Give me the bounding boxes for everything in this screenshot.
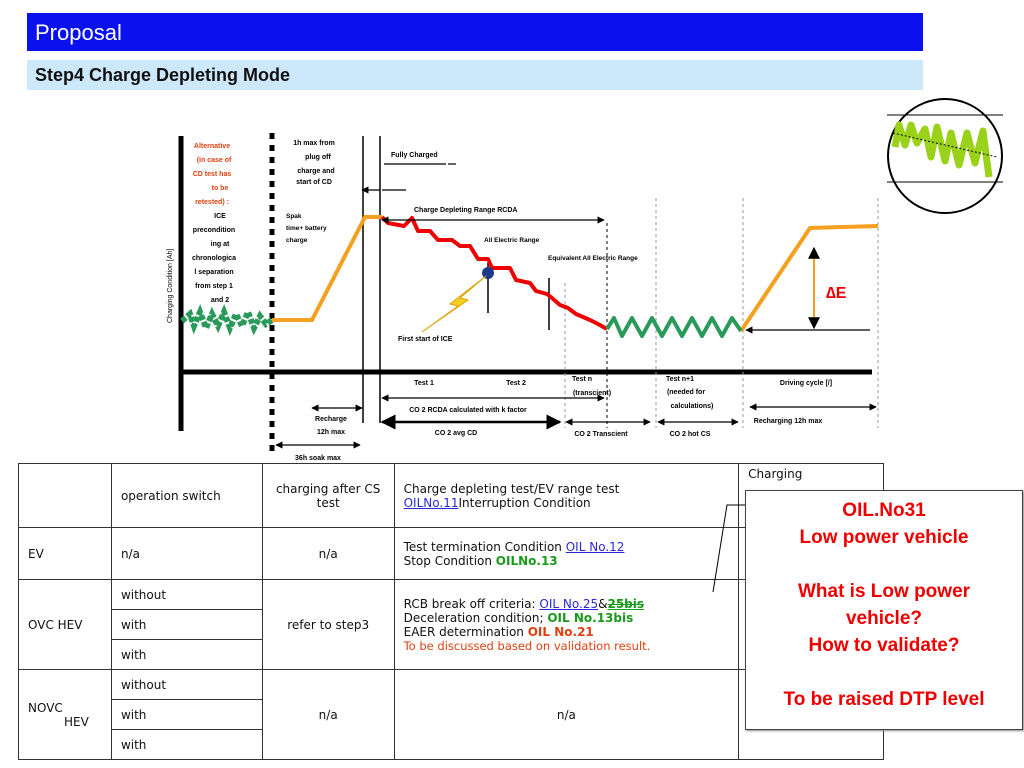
- callout-line: OIL.No31: [842, 500, 926, 521]
- novc-label-line: NOVC: [28, 700, 63, 715]
- first-ice-label: First start of ICE: [398, 336, 453, 343]
- row-label-ovc: OVC HEV: [19, 580, 112, 670]
- driving-cycle-label: Driving cycle [/]: [779, 380, 833, 387]
- novc-switch: with: [111, 700, 262, 730]
- delta-e-label: ∆E: [826, 285, 847, 302]
- callout-line: [746, 551, 1022, 578]
- test2-label: Test 2: [506, 380, 526, 387]
- oil-no13-label: OILNo.13: [495, 553, 558, 568]
- recharge-label: 12h max: [316, 429, 346, 436]
- plugoff-note-line: plug off: [305, 154, 331, 161]
- header-cell-empty: [19, 464, 112, 528]
- oil-no12-link[interactable]: OIL No.12: [565, 539, 625, 554]
- test-n1-label: Test n+1: [665, 376, 695, 383]
- recharge-label: Recharge: [315, 416, 347, 423]
- callout-line: How to validate?: [808, 635, 960, 656]
- callout-line: To be raised DTP level: [783, 689, 985, 710]
- ovc-amp: &: [598, 596, 608, 611]
- recharging-label: Recharging 12h max: [753, 418, 823, 425]
- rcda-label: Charge Depleting Range RCDA: [414, 207, 518, 214]
- y-axis-label: Charging Condition [Ah]: [167, 248, 174, 323]
- oil-no13bis-label: OIL No.13bis: [547, 610, 634, 625]
- oil-no11-link[interactable]: OILNo.11: [403, 495, 459, 510]
- header-cd-test-line: Charge depleting test/EV range test: [403, 481, 620, 496]
- oil-25bis-struck: 25bis: [607, 596, 645, 611]
- ev-switch: n/a: [111, 528, 262, 580]
- ev-conditions: [394, 528, 739, 580]
- spark-note-line: charge: [286, 237, 308, 244]
- ice-note-line: from step 1: [195, 283, 233, 290]
- ice-note-line: chronologica: [192, 255, 236, 262]
- ovc-conditions: [394, 580, 739, 670]
- rcda-k-label: CO 2 RCDA calculated with k factor: [409, 407, 527, 414]
- alt-note-line: to be: [211, 185, 229, 192]
- ice-note-line: and 2: [210, 297, 230, 304]
- alt-note-line: CD test has: [192, 171, 232, 178]
- aer-label: All Electric Range: [484, 237, 540, 244]
- header-operation-switch: operation switch: [111, 464, 262, 528]
- ovc-switch: with: [111, 610, 262, 640]
- plugoff-note-line: 1h max from: [293, 140, 335, 147]
- ovc-switch: without: [111, 580, 262, 610]
- title-bar: [27, 13, 923, 51]
- ev-stop-text: Stop Condition: [403, 553, 496, 568]
- ice-note-line: ICE: [214, 213, 226, 220]
- charge-depleting-diagram: [150, 128, 890, 466]
- plugoff-note-line: charge and: [297, 168, 335, 175]
- novc-label-line: HEV: [64, 714, 89, 729]
- co2-transcient-label: CO 2 Transcient: [574, 431, 628, 438]
- novc-switch: with: [111, 730, 262, 760]
- ice-note-line: l separation: [194, 269, 234, 276]
- ice-note-line: ing at: [210, 241, 230, 248]
- page-title: Proposal: [35, 20, 122, 45]
- header-cd-test-rest: Interruption Condition: [458, 495, 591, 510]
- alt-note-line: Alternative: [193, 143, 231, 150]
- spark-note-line: time+ battery: [286, 225, 327, 232]
- novc-charging: n/a: [262, 670, 394, 760]
- test-n1-label: (needed for: [666, 389, 706, 396]
- subtitle-bar: [27, 60, 923, 90]
- novc-conditions: n/a: [394, 670, 739, 760]
- plugoff-note-line: start of CD: [296, 179, 332, 186]
- test-n-label: (transcient): [572, 390, 612, 397]
- header-charging-after: charging after CS test: [262, 464, 394, 528]
- page-subtitle: Step4 Charge Depleting Mode: [35, 65, 291, 85]
- ovc-switch: with: [111, 640, 262, 670]
- callout-line: Low power vehicle: [799, 527, 969, 548]
- test-n-label: Test n: [571, 376, 593, 383]
- ice-note-line: precondition: [192, 227, 236, 234]
- eaer-label: Equivalent All Electric Range: [548, 255, 638, 262]
- oil-no25-link[interactable]: OIL No.25: [539, 596, 599, 611]
- fully-charged-label: Fully Charged: [391, 152, 438, 159]
- zigzag-cycle-icon: [873, 97, 1017, 215]
- ovc-validation-note: To be discussed based on validation result.: [403, 638, 651, 653]
- soak-label: 36h soak max: [295, 455, 341, 462]
- row-label-novc: [19, 670, 112, 760]
- header-charging: Charging: [739, 464, 884, 528]
- co2-hot-label: CO 2 hot CS: [669, 431, 711, 438]
- test-n1-label: calculations): [670, 403, 714, 410]
- ev-termination-text: Test termination Condition: [403, 539, 566, 554]
- test1-label: Test 1: [414, 380, 434, 387]
- spark-note-line: Spak: [286, 213, 302, 220]
- ovc-decel-text: Deceleration condition;: [403, 610, 548, 625]
- ovc-charging: refer to step3: [262, 580, 394, 670]
- ovc-eaer-text: EAER determination: [403, 624, 528, 639]
- row-label-ev: EV: [19, 528, 112, 580]
- alt-note-line: (in case of: [196, 157, 232, 164]
- co2-avg-label: CO 2 avg CD: [434, 430, 478, 437]
- ovc-rcb-text: RCB break off criteria:: [403, 596, 540, 611]
- header-cd-test: [394, 464, 739, 528]
- callout-line: vehicle?: [845, 608, 923, 629]
- oil31-callout: [745, 490, 1023, 730]
- callout-line: What is Low power: [797, 581, 971, 602]
- alt-note-line: retested) :: [195, 199, 229, 206]
- ev-charging: n/a: [262, 528, 394, 580]
- callout-line: [746, 659, 1022, 686]
- novc-switch: without: [111, 670, 262, 700]
- oil-no21-label: OIL No.21: [527, 624, 594, 639]
